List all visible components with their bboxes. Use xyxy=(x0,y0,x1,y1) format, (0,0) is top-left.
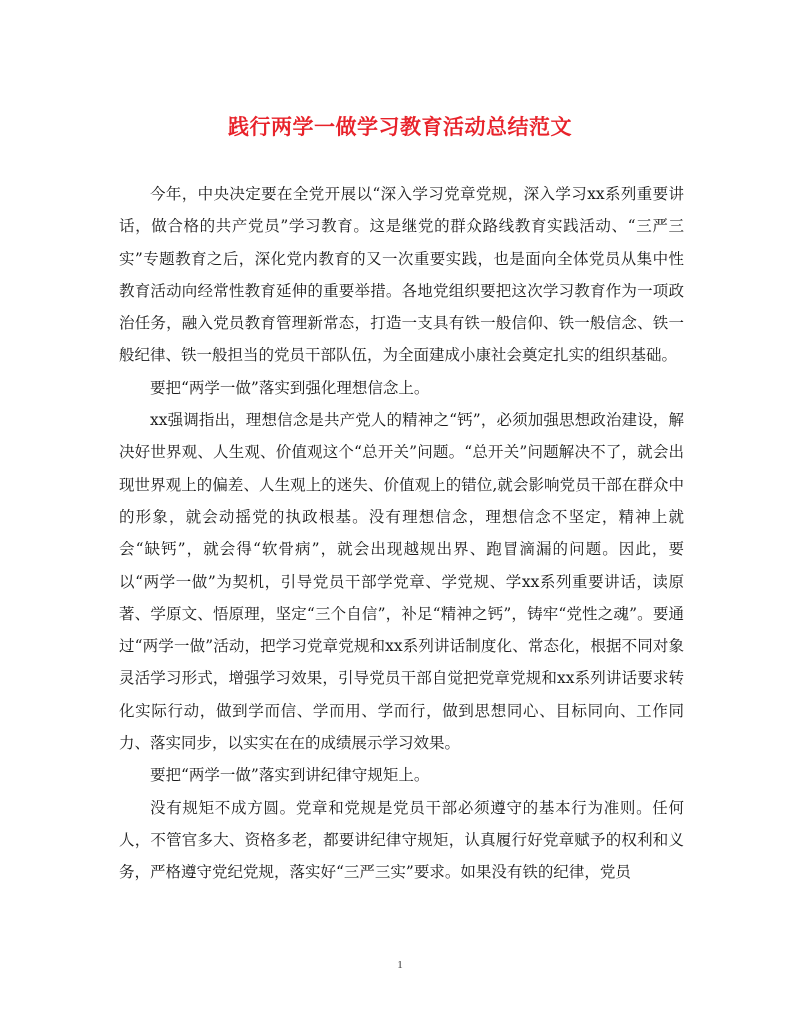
paragraph-intro: 今年，中央决定要在全党开展以“深入学习党章党规，深入学习xx系列重要讲话，做合格的共产党员”学习教育。这是继党的群众路线教育实践活动、“三严三实”专题教育之后，深化党内教育的又一次重要实践，也是面向全体党员从集中性教育活动向经常性教育延伸的重要举措。各地党组织要把这次学习教育作为一项政治任务，融入党员教育管理新常态，打造一支具有铁一般信仰、铁一般信念、铁一般纪律、铁一般担当的党员干部队伍，为全面建成小康社会奠定扎实的组织基础。 xyxy=(119,185,684,365)
paragraph-ideals: xx强调指出，理想信念是共产党人的精神之“钙”，必须加强思想政治建设，解决好世界观、人生观、价值观这个“总开关”问题。“总开关”问题解决不了，就会出现世界观上的偏差、人生观上的迷失、价值观上的错位,就会影响党员干部在群众中的形象，就会动摇党的执政根基。没有理想信念，理想信念不坚定，精神上就会“缺钙”，就会得“软骨病”，就会出现越规出界、跑冒滴漏的问题。因此，要以“两学一做”为契机，引导党员干部学党章、学党规、学xx系列重要讲话，读原著、学原文、悟原理，坚定“三个自信”，补足“精神之钙”，铸牢“党性之魂”。要通过“两学一做”活动，把学习党章党规和xx系列讲话制度化、常态化，根据不同对象灵活学习形式，增强学习效果，引导党员干部自觉把党章党规和xx系列讲话要求转化实际行动，做到学而信、学而用、学而行，做到思想同心、目标同向、工作同力、落实同步，以实实在在的成绩展示学习效果。 xyxy=(119,411,684,753)
paragraph-heading-ideals: 要把“两学一做”落实到强化理想信念上。 xyxy=(150,378,430,397)
document-body xyxy=(119,178,684,889)
paragraph-discipline: 没有规矩不成方圆。党章和党规是党员干部必须遵守的基本行为准则。任何人，不管官多大、资格多老，都要讲纪律守规矩，认真履行好党章赋予的权利和义务，严格遵守党纪党规，落实好“三严三实”要求。如果没有铁的纪律，党员 xyxy=(119,798,684,882)
paragraph-heading-discipline: 要把“两学一做”落实到讲纪律守规矩上。 xyxy=(150,766,430,785)
document-title: 践行两学一做学习教育活动总结范文 xyxy=(228,114,572,139)
page-number: 1 xyxy=(397,959,403,971)
